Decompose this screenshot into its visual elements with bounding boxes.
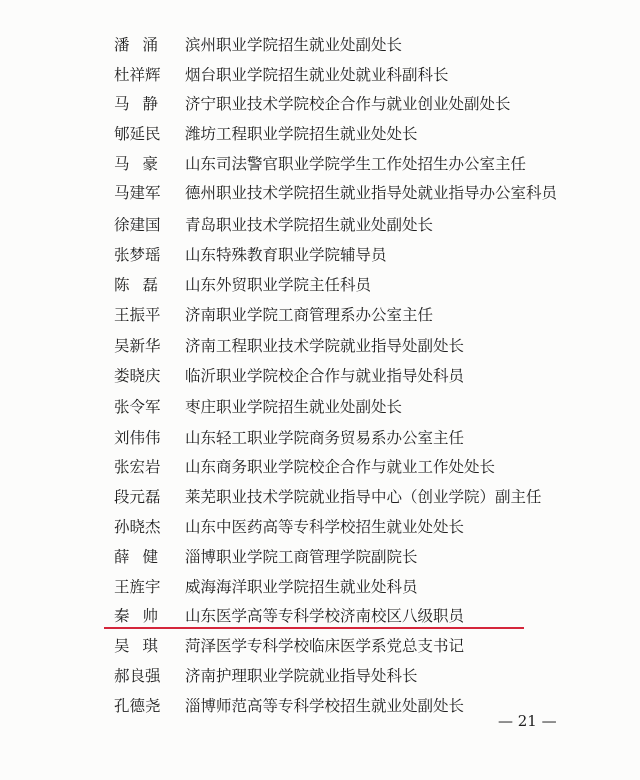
person-position: 山东特殊教育职业学院辅导员 [185, 246, 387, 264]
list-item [0, 512, 640, 542]
person-name: 薛健 [114, 548, 172, 566]
person-name: 潘涌 [114, 36, 172, 54]
person-position: 莱芜职业技术学院就业指导中心（创业学院）副主任 [185, 488, 542, 506]
list-item [0, 178, 640, 208]
person-position: 山东司法警官职业学院学生工作处招生办公室主任 [185, 155, 527, 173]
person-position: 潍坊工程职业学院招生就业处处长 [185, 125, 418, 143]
list-item [0, 661, 640, 691]
list-item [0, 423, 640, 453]
person-name: 郝良强 [114, 667, 161, 685]
person-position: 德州职业技术学院招生就业指导处就业指导办公室科员 [185, 184, 558, 202]
person-position: 威海海洋职业学院招生就业处科员 [185, 578, 418, 596]
person-position: 山东商务职业学院校企合作与就业工作处处长 [185, 458, 496, 476]
list-item [0, 361, 640, 391]
person-name: 马豪 [114, 155, 172, 173]
list-item [0, 30, 640, 60]
person-name: 孔德尧 [114, 697, 161, 715]
person-position: 枣庄职业学院招生就业处副处长 [185, 398, 403, 416]
list-item [0, 631, 640, 661]
person-position: 济宁职业技术学院校企合作与就业创业处副处长 [185, 95, 511, 113]
person-position: 滨州职业学院招生就业处副处长 [185, 36, 403, 54]
person-name: 马建军 [114, 184, 161, 202]
person-position: 青岛职业技术学院招生就业处副处长 [185, 216, 434, 234]
person-name: 刘伟伟 [114, 429, 161, 447]
person-position: 山东外贸职业学院主任科员 [185, 276, 372, 294]
page-number: — 21 — [498, 712, 557, 730]
list-item [0, 89, 640, 119]
list-item [0, 240, 640, 270]
person-name: 张梦瑶 [114, 246, 161, 264]
person-name: 马静 [114, 95, 172, 113]
person-name: 娄晓庆 [114, 367, 161, 385]
list-item [0, 270, 640, 300]
person-position: 山东医学高等专科学校济南校区八级职员 [185, 607, 465, 625]
person-name: 张令军 [114, 398, 161, 416]
person-name: 吴新华 [114, 337, 161, 355]
person-position: 淄博师范高等专科学校招生就业处副处长 [185, 697, 465, 715]
red-underline-mark [104, 627, 524, 629]
person-name: 王旌宇 [114, 578, 161, 596]
person-name: 段元磊 [114, 488, 161, 506]
list-item [0, 572, 640, 602]
person-position: 淄博职业学院工商管理学院副院长 [185, 548, 418, 566]
list-item [0, 210, 640, 240]
person-name: 杜祥辉 [114, 66, 161, 84]
person-name: 王振平 [114, 306, 161, 324]
list-item [0, 119, 640, 149]
person-position: 济南工程职业技术学院就业指导处副处长 [185, 337, 465, 355]
person-name: 吴琪 [114, 637, 172, 655]
person-position: 山东轻工职业学院商务贸易系办公室主任 [185, 429, 465, 447]
person-position: 济南护理职业学院就业指导处科长 [185, 667, 418, 685]
person-position: 临沂职业学院校企合作与就业指导处科员 [185, 367, 465, 385]
list-item [0, 331, 640, 361]
person-name: 徐建国 [114, 216, 161, 234]
person-name: 秦帅 [114, 607, 172, 625]
person-name: 郇延民 [114, 125, 161, 143]
person-position: 济南职业学院工商管理系办公室主任 [185, 306, 434, 324]
list-item [0, 300, 640, 330]
list-item [0, 60, 640, 90]
person-name: 孙晓杰 [114, 518, 161, 536]
list-item [0, 392, 640, 422]
person-position: 烟台职业学院招生就业处就业科副科长 [185, 66, 449, 84]
person-position: 菏泽医学专科学校临床医学系党总支书记 [185, 637, 465, 655]
list-item [0, 452, 640, 482]
person-name: 张宏岩 [114, 458, 161, 476]
list-item [0, 542, 640, 572]
person-position: 山东中医药高等专科学校招生就业处处长 [185, 518, 465, 536]
person-name: 陈磊 [114, 276, 172, 294]
list-item [0, 149, 640, 179]
list-item [0, 482, 640, 512]
